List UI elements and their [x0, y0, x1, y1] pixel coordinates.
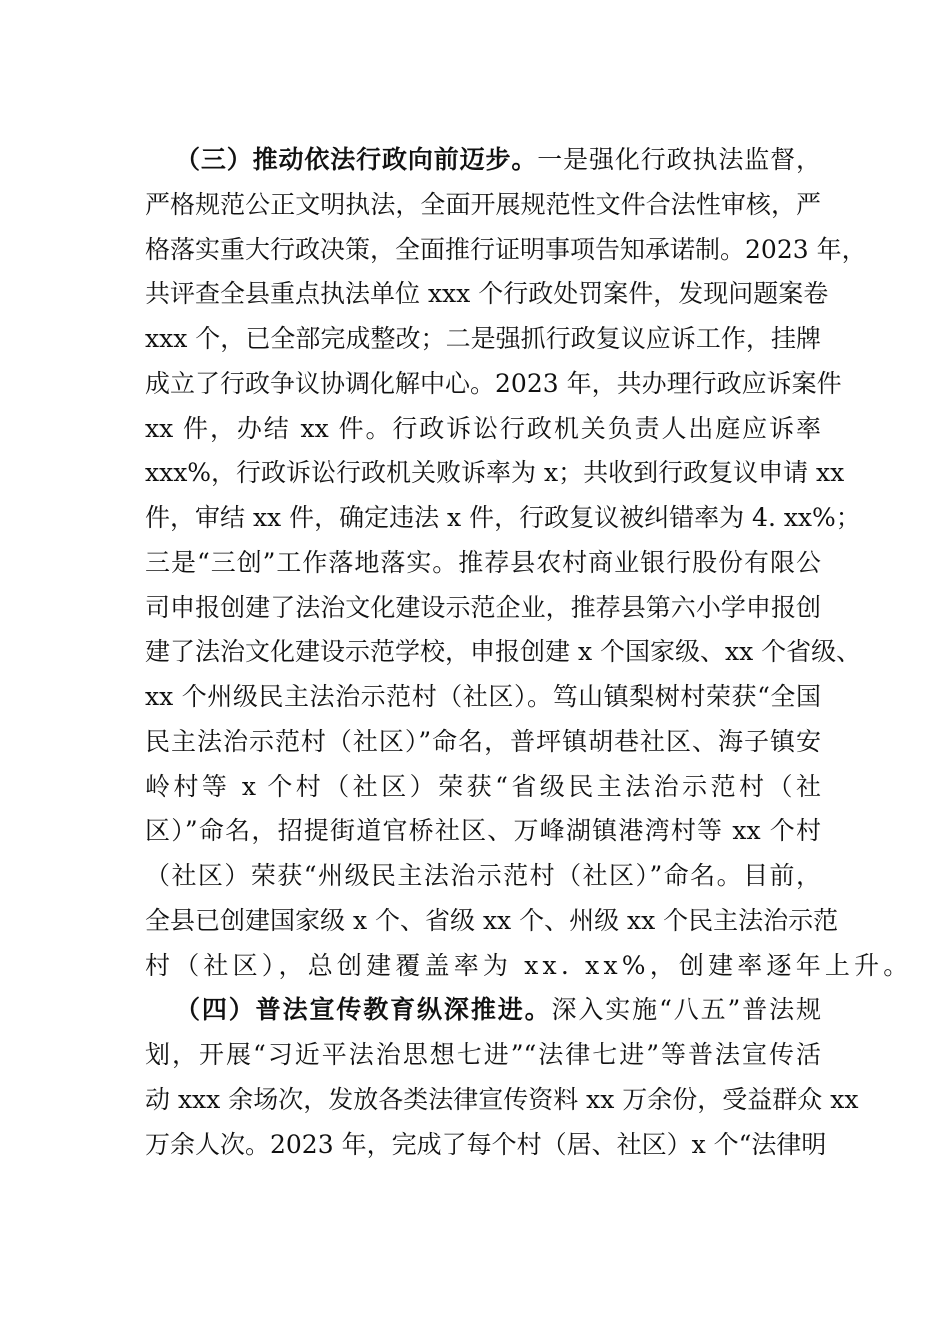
body-text: 司申报创建了法治文化建设示范企业，推荐县第六小学申报创 — [145, 592, 821, 622]
text-line — [145, 317, 821, 361]
text-line — [145, 809, 821, 853]
section-heading: （四）普法宣传教育纵深推进。 — [175, 995, 552, 1025]
body-text: xxx 个，已全部完成整改；二是强抓行政复议应诉工作，挂牌 — [145, 324, 821, 353]
text-line — [145, 1078, 859, 1122]
text-line — [145, 451, 845, 495]
body-text: 共评查全县重点执法单位 xxx 个行政处罚案件，发现问题案卷 — [145, 279, 829, 309]
body-text: 格落实重大行政决策，全面推行证明事项告知承诺制。2023 年， — [145, 234, 867, 264]
text-line — [145, 944, 913, 988]
body-text: xx 个州级民主法治示范村（社区）。笃山镇梨树村荣获“全国 — [145, 682, 821, 711]
text-line — [145, 272, 829, 316]
text-line — [145, 586, 821, 630]
body-text: 动 xxx 余场次，发放各类法律宣传资料 xx 万余份，受益群众 xx — [145, 1084, 859, 1114]
body-text: 三是“三创”工作落地落实。推荐县农村商业银行股份有限公 — [145, 547, 821, 577]
text-line — [145, 630, 862, 674]
text-line — [145, 183, 821, 227]
text-line — [145, 720, 821, 764]
body-text: 区）”命名，招提街道官桥社区、万峰湖镇港湾村等 xx 个村 — [145, 816, 821, 846]
text-line — [145, 675, 821, 719]
body-text: 村（社区），总创建覆盖率为 xx. xx%，创建率逐年上升。 — [145, 950, 913, 980]
text-line — [145, 765, 821, 809]
section-heading: （三）推动依法行政向前迈步。 — [175, 145, 538, 174]
body-text: 岭村等 x 个村（社区）荣获“省级民主法治示范村（社 — [145, 771, 821, 801]
body-text: 一是强化行政执法监督， — [537, 145, 821, 174]
text-line — [145, 407, 821, 451]
text-line — [175, 988, 821, 1032]
body-text: 全县已创建国家级 x 个、省级 xx 个、州级 xx 个民主法治示范 — [145, 905, 839, 935]
body-text: 万余人次。2023 年，完成了每个村（居、社区）x 个“法律明 — [145, 1129, 827, 1159]
text-line — [145, 1033, 821, 1077]
body-text: 件，审结 xx 件，确定违法 x 件，行政复议被纠错率为 4. xx%； — [145, 503, 861, 532]
body-text: 民主法治示范村（社区）”命名，普坪镇胡巷社区、海子镇安 — [145, 726, 821, 756]
body-text: 深入实施“八五”普法规 — [551, 995, 821, 1025]
text-line — [145, 854, 821, 898]
body-text: 划，开展“习近平法治思想七进”“法律七进”等普法宣传活 — [145, 1040, 821, 1069]
body-text: xxx%，行政诉讼行政机关败诉率为 x；共收到行政复议申请 xx — [145, 458, 845, 488]
text-line — [175, 138, 821, 182]
body-text: （社区）荣获“州级民主法治示范村（社区）”命名。目前， — [145, 861, 821, 890]
text-line — [145, 1123, 827, 1167]
body-text: 成立了行政争议协调化解中心。2023 年，共办理行政应诉案件 — [145, 368, 842, 398]
text-line — [145, 228, 867, 272]
body-text: 严格规范公正文明执法，全面开展规范性文件合法性审核，严 — [145, 189, 821, 219]
body-text: xx 件，办结 xx 件。行政诉讼行政机关负责人出庭应诉率 — [145, 413, 821, 443]
text-line — [145, 899, 839, 943]
text-line — [145, 496, 861, 540]
text-line — [145, 541, 821, 585]
body-text: 建了法治文化建设示范学校，申报创建 x 个国家级、xx 个省级、 — [145, 637, 862, 667]
text-line — [145, 362, 842, 406]
